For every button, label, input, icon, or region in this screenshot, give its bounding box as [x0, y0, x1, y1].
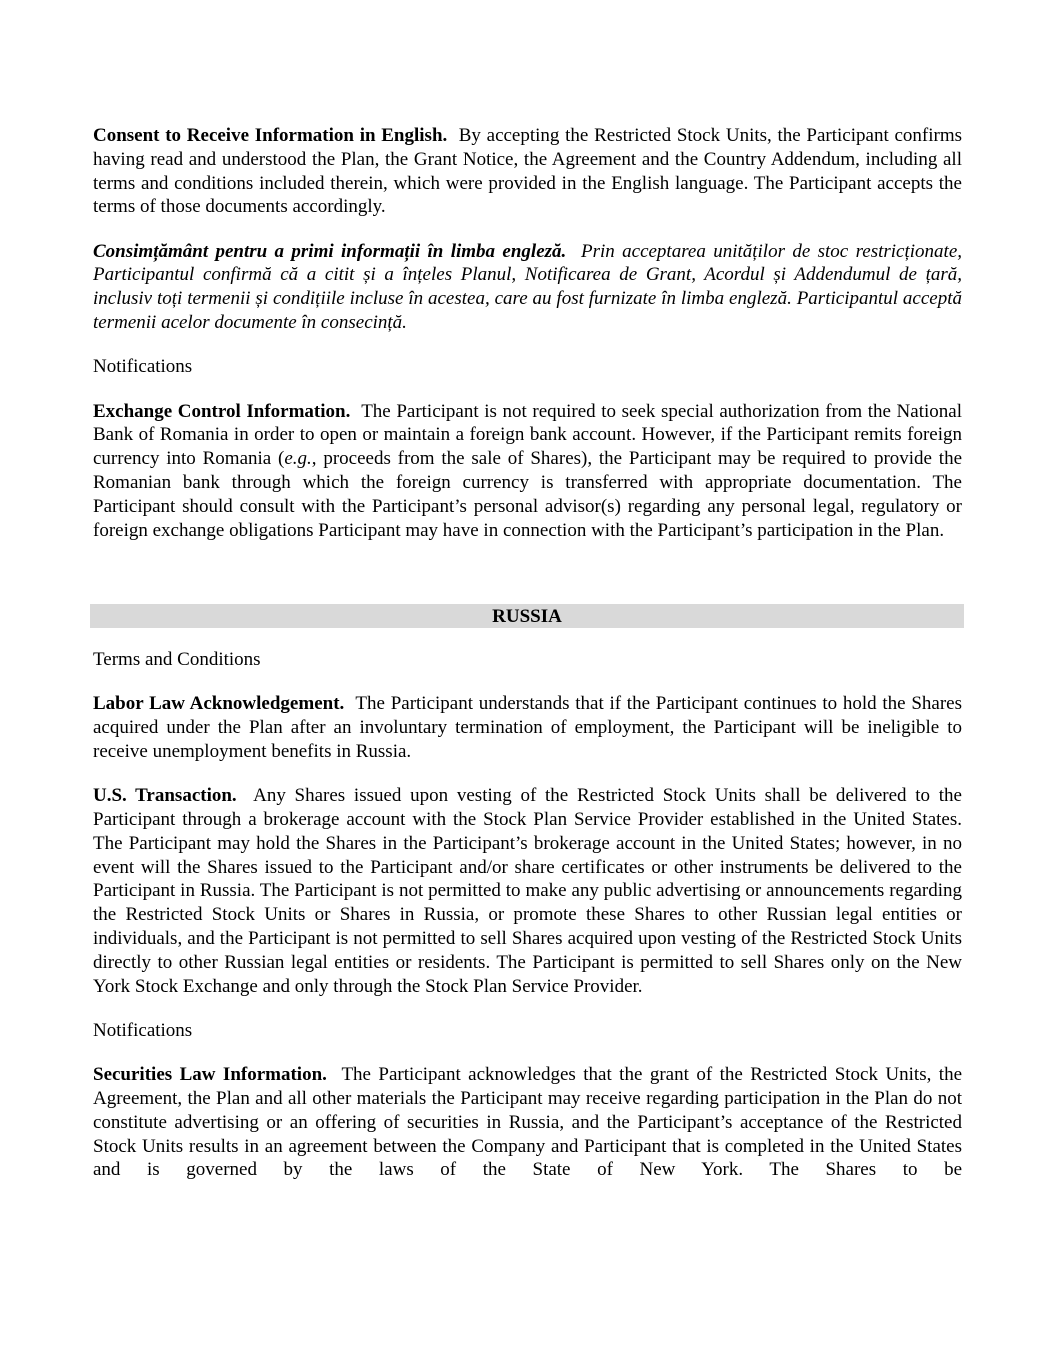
us-transaction-heading: U.S. Transaction. [93, 785, 237, 807]
consent-english-body: By accepting the Restricted Stock Units, the Participant confirms having read and understood the Plan, the Grant Notice, the Agreement and the Country Addendum, including all terms and conditions included therein, which were provided in the English language. The Participant accepts the terms of those documents accordingly. [93, 125, 963, 218]
securities-law-body: The Participant acknowledges that the grant of the Restricted Stock Units, the Agreement, the Plan and all other materials the Participant may receive regarding participation in the Plan do not constitute advertising or an offering of securities in Russia, and the Participant’s acceptance of the Restricted Stock Units results in an agreement between the Company and Participant that is completed in the United States and is governed by the laws of the State of New York. The Shares to be [93, 1064, 962, 1181]
section-spacer [93, 563, 962, 604]
securities-law-paragraph [93, 1063, 962, 1182]
consent-english-heading: Consent to Receive Information in English. [93, 125, 448, 146]
securities-law-heading: Securities Law Information. [93, 1064, 327, 1086]
us-transaction-paragraph [93, 784, 962, 998]
consent-english-paragraph [93, 124, 962, 219]
russia-section-header: RUSSIA [90, 604, 964, 628]
labor-law-heading: Labor Law Acknowledgement. [93, 693, 345, 715]
labor-law-paragraph [93, 692, 962, 763]
russia-terms-label: Terms and Conditions [93, 648, 261, 670]
exchange-control-heading: Exchange Control Information. [93, 400, 351, 422]
consent-romanian-body: Prin acceptarea unităților de stoc restricționate, Participantul confirmă că a citit și a înțeles Planul, Notificarea de Grant, Acordul și Addendumul de țară, inclusiv toți termenii și condițiile incluse în acestea, care au fost furnizate în limba engleză. Participantul acceptă termenii acelor documente în consecință. [93, 240, 963, 334]
exchange-control-body-2: , proceeds from the sale of Shares), the Participant may be required to provide the Romanian bank through which the foreign currency is transferred with appropriate documentation. The Participant should consult with the Participant’s personal advisor(s) regarding any personal legal, regulatory or foreign exchange obligations Participant may have in connection with the Participant’s participation in the Plan. [93, 448, 962, 541]
us-transaction-body: Any Shares issued upon vesting of the Restricted Stock Units shall be delivered to the Participant through a brokerage account with the Stock Plan Service Provider established in the United States. The Participant may hold the Shares in the Participant’s brokerage account in the United States; however, in no event will the Shares issued to the Participant and/or share certificates or other instruments be delivered to the Participant in Russia. The Participant is not permitted to make any public advertising or announcements regarding the Restricted Stock Units or Shares in Russia, or promote these Shares to other Russian legal entities or individuals, and the Participant is not permitted to sell Shares acquired upon vesting of the Restricted Stock Units directly to other Russian legal entities or residents. The Participant is permitted to sell Shares only on the New York Stock Exchange and only through the Stock Plan Service Provider. [93, 785, 962, 997]
consent-romanian-paragraph [93, 240, 962, 335]
romania-notifications-label: Notifications [93, 356, 193, 378]
exchange-control-paragraph [93, 400, 962, 543]
russia-notifications-label: Notifications [93, 1019, 193, 1041]
document-page [93, 124, 962, 1203]
exchange-control-body-1: The Participant is not required to seek special authorization from the National Bank of Romania in order to open or maintain a foreign bank account. However, if the Participant remits foreign currency into Romania ( [93, 400, 962, 470]
labor-law-body: The Participant understands that if the Participant continues to hold the Shares acquired under the Plan after an involuntary termination of employment, the Participant will be ineligible to receive unemployment benefits in Russia. [93, 693, 962, 762]
consent-romanian-heading: Consimțământ pentru a primi informații în limba engleză. [93, 240, 567, 262]
exchange-control-eg: e.g. [284, 448, 312, 470]
